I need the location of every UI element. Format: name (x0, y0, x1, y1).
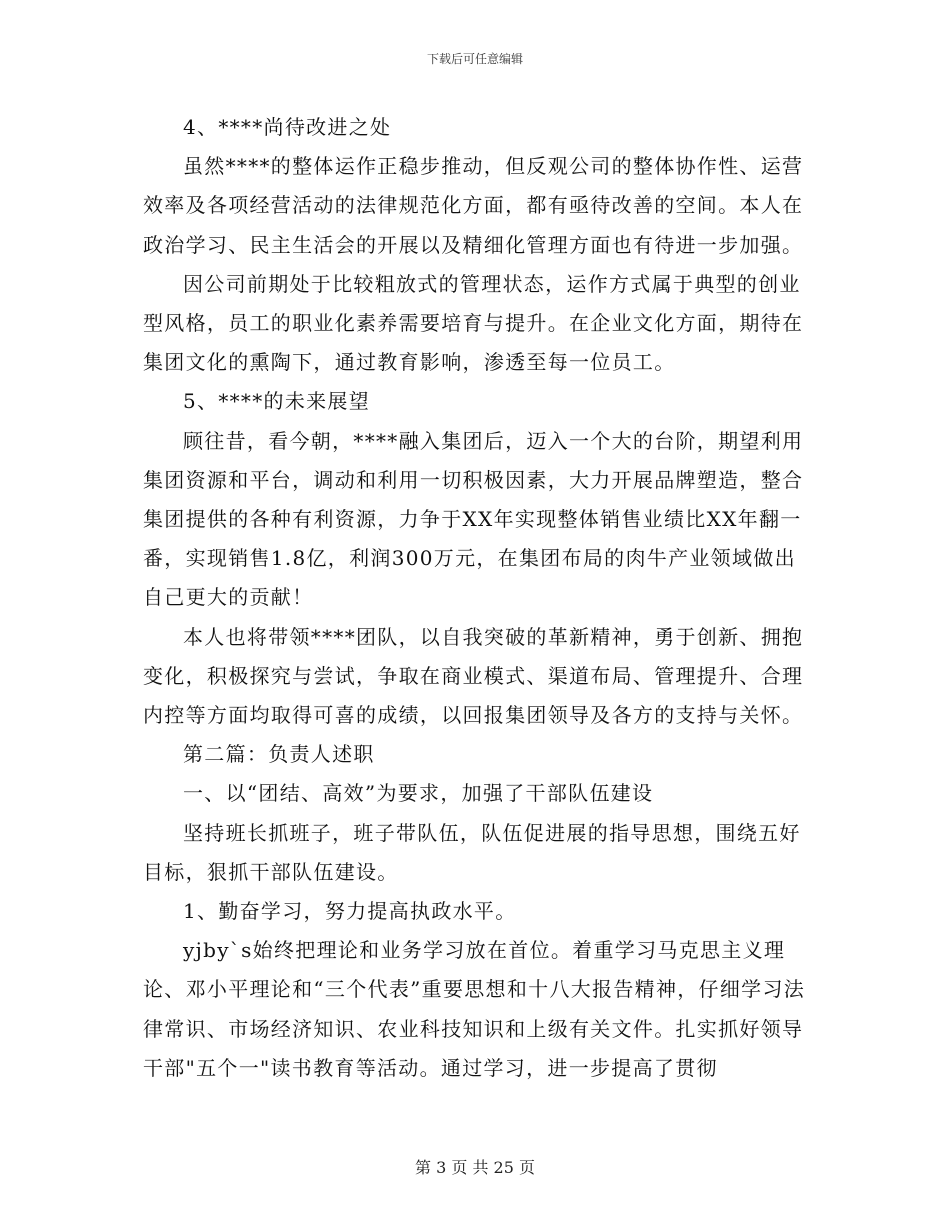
page-header-note: 下载后可任意编辑 (426, 52, 523, 66)
section-heading-part-two: 第二篇：负责人述职 (183, 742, 375, 767)
section-heading-study: 1、勤奋学习，努力提高执政水平。 (183, 899, 517, 924)
paragraph: 坚持班长抓班子，班子带队伍，队伍促进展的指导思想，围绕五好目标，狠抓干部队伍建设。 (143, 820, 801, 884)
section-heading-improvements: 4、****尚待改进之处 (183, 115, 392, 139)
section-heading-team-building: 一、以“团结、高效”为要求，加强了干部队伍建设 (183, 781, 654, 806)
page-number: 第 3 页 共 25 页 (415, 1158, 535, 1177)
paragraph: 本人也将带领****团队，以自我突破的革新精神，勇于创新、拥抱变化，积极探究与尝试，争取在商业模式、渠道布局、管理提升、合理内控等方面均取得可喜的成绩，以回报集团领导及各方的支持与关怀。 (143, 624, 804, 728)
document-body (143, 108, 809, 1088)
paragraph: 顾往昔，看今朝，****融入集团后，迈入一个大的台阶，期望利用集团资源和平台，调动和利用一切积极因素，大力开展品牌塑造，整合集团提供的各种有利资源，力争于XX年实现整体销售业绩比XX年翻一番，实现销售1.8亿，利润300万元，在集团布局的肉牛产业领域做出自己更大的贡献！ (143, 428, 804, 610)
paragraph: 因公司前期处于比较粗放式的管理状态，运作方式属于典型的创业型风格，员工的职业化素养需要培育与提升。在企业文化方面，期待在集团文化的熏陶下，通过教育影响，渗透至每一位员工。 (143, 271, 804, 375)
section-heading-outlook: 5、****的未来展望 (183, 389, 371, 414)
paragraph: yjby`s始终把理论和业务学习放在首位。着重学习马克思主义理论、邓小平理论和“三个代表”重要思想和十八大报告精神，仔细学习法律常识、市场经济知识、农业科技知识和上级有关文件。扎实抓好领导干部"五个一"读书教育等活动。通过学习，进一步提高了贯彻 (143, 938, 806, 1080)
paragraph: 虽然****的整体运作正稳步推动，但反观公司的整体协作性、运营效率及各项经营活动的法律规范化方面，都有亟待改善的空间。本人在政治学习、民主生活会的开展以及精细化管理方面也有待进一步加强。 (143, 154, 804, 257)
